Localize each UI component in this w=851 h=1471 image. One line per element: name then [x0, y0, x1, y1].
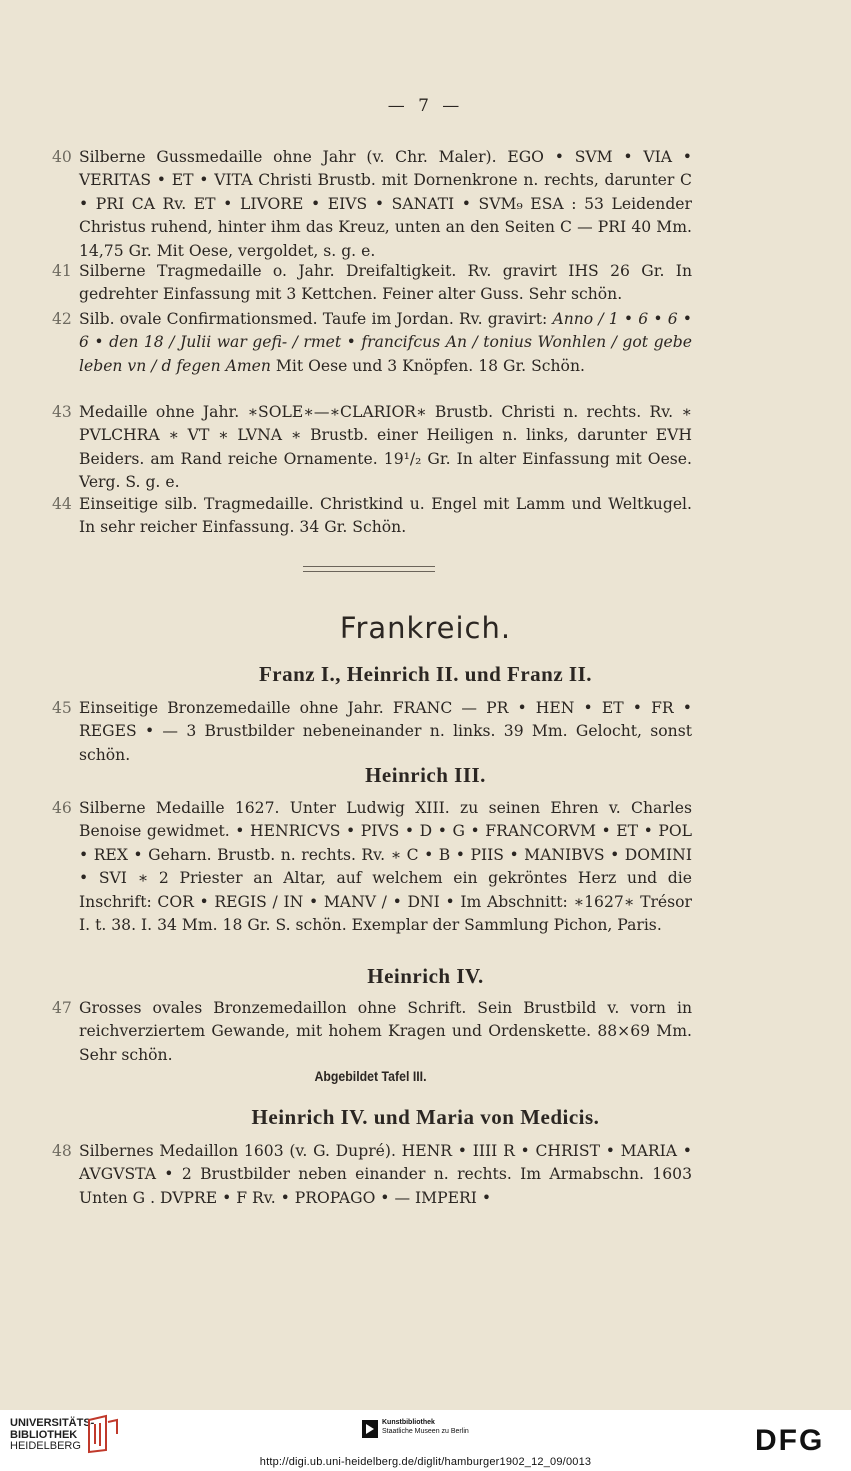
ub-line-3: HEIDELBERG — [10, 1440, 81, 1452]
kb-line-2: Staatliche Museen zu Berlin — [382, 1428, 469, 1435]
permalink-url[interactable]: http://digi.ub.uni-heidelberg.de/diglit/hamburger1902_12_09/0013 — [259, 1456, 592, 1468]
entry-number: 47 — [52, 999, 72, 1017]
ub-line-2: BIBLIOTHEK — [10, 1428, 78, 1441]
ub-heidelberg-label[interactable] — [10, 1418, 94, 1453]
dfg-logo[interactable]: DFG — [755, 1424, 825, 1457]
entry-number: 43 — [52, 403, 72, 421]
entry-text: Silberne Medaille 1627. Unter Ludwig XIII. zu seinen Ehren v. Charles Benoise gewidmet. • HENRICVS • PIVS • D • G • FRANCORVM • ET • POL • REX • Geharn. Brustb. n. rechts. Rv. ∗ C • B • PIIS • MANIBVS • DOMINI • SVI ∗ 2 Priester an Altar, auf welchem ein gekröntes Herz und die Inschrift: COR • REGIS / IN • MANV / • DNI • Im Abschnitt: ∗1627∗ Trésor I. t. 38. I. 34 Mm. 18 Gr. S. schön. Exemplar der Sammlung Pichon, Paris. — [79, 799, 692, 935]
subheading-heinrich-4-maria: Heinrich IV. und Maria von Medicis. — [251, 1105, 600, 1129]
entry-text-part: Silb. ovale Confirmationsmed. Taufe im Jordan. Rv. gravirt: — [79, 310, 548, 328]
entry-text: Grosses ovales Bronzemedaillon ohne Schrift. Sein Brustbild v. vorn in reichverziertem Gewande, mit hohem Kragen und Ordenskette. 88×69 Mm. Sehr schön. — [79, 999, 692, 1064]
entry-text — [79, 308, 692, 378]
entry-number: 42 — [52, 310, 72, 328]
page-number: — 7 — — [387, 96, 464, 116]
kunstbibliothek-label — [382, 1418, 469, 1436]
viewer-footer — [0, 1410, 851, 1471]
subheading-heinrich-3: Heinrich III. — [365, 763, 486, 787]
catalog-entry — [52, 146, 692, 263]
entry-number: 45 — [52, 699, 72, 717]
kunstbibliothek-logo-icon[interactable] — [362, 1420, 378, 1438]
section-title: Frankreich. — [339, 611, 512, 645]
entry-text: Medaille ohne Jahr. ∗SOLE∗—∗CLARIOR∗ Brustb. Christi n. rechts. Rv. ∗ PVLCHRA ∗ VT ∗ LVNA ∗ Brustb. einer Heiligen n. links, darunter EVH Beiders. am Rand reiche Ornamente. 19¹/₂ Gr. In alter Einfassung mit Oese. Verg. S. g. e. — [79, 403, 692, 492]
catalog-entry — [52, 697, 692, 767]
catalog-entry — [52, 997, 692, 1067]
entry-text: Einseitige silb. Tragmedaille. Christkind u. Engel mit Lamm und Weltkugel. In sehr reicher Einfassung. 34 Gr. Schön. — [79, 495, 692, 537]
ub-line-1: UNIVERSITÄTS- — [10, 1417, 95, 1429]
plate-reference: Abgebildet Tafel III. — [314, 1068, 427, 1084]
kb-line-1: Kunstbibliothek — [382, 1419, 435, 1426]
double-rule-divider — [303, 566, 435, 572]
entry-text: Einseitige Bronzemedaille ohne Jahr. FRANC — PR • HEN • ET • FR • REGES • — 3 Brustbilder nebeneinander n. links. 39 Mm. Gelocht, sonst schön. — [79, 699, 692, 764]
italic-inscription: Anno / 1 • 6 • 6 • 6 • den 18 / Julii war gefi- / rmet • francifcus An / tonius Wonhlen / got gebe leben vn / d fegen Amen — [79, 310, 692, 375]
entry-number: 41 — [52, 262, 72, 280]
entry-number: 40 — [52, 148, 72, 166]
catalog-entry — [52, 797, 692, 937]
catalog-entry — [52, 308, 692, 378]
entry-text: Silberne Tragmedaille o. Jahr. Dreifaltigkeit. Rv. gravirt IHS 26 Gr. In gedrehter Einfassung mit 3 Kettchen. Feiner alter Guss. Sehr schön. — [79, 262, 692, 304]
entry-number: 46 — [52, 799, 72, 817]
catalog-entry — [52, 260, 692, 307]
entry-number: 48 — [52, 1142, 72, 1160]
catalog-entry — [52, 493, 692, 540]
entry-text-part: Mit Oese und 3 Knöpfen. 18 Gr. Schön. — [275, 356, 585, 375]
entry-text: Silbernes Medaillon 1603 (v. G. Dupré). HENR • IIII R • CHRIST • MARIA • AVGVSTA • 2 Brustbilder neben einander n. rechts. Im Armabschn. 1603 Unten G . DVPRE • F Rv. • PROPAGO • — IMPERI • — [79, 1142, 692, 1207]
ub-heidelberg-logo-icon[interactable] — [86, 1414, 120, 1454]
entry-text: Silberne Gussmedaille ohne Jahr (v. Chr. Maler). EGO • SVM • VIA • VERITAS • ET • VITA Christi Brustb. mit Dornenkrone n. rechts, darunter C • PRI CA Rv. ET • LIVORE • EIVS • SANATI • SVM₉ ESA : 53 Leidender Christus ruhend, hinter ihm das Kreuz, unten an den Seiten C — PRI 40 Mm. 14,75 Gr. Mit Oese, vergoldet, s. g. e. — [79, 148, 692, 260]
subheading-franz: Franz I., Heinrich II. und Franz II. — [258, 662, 593, 686]
catalog-entry — [52, 401, 692, 495]
catalog-entry — [52, 1140, 692, 1210]
entry-number: 44 — [52, 495, 72, 513]
subheading-heinrich-4: Heinrich IV. — [367, 964, 484, 988]
